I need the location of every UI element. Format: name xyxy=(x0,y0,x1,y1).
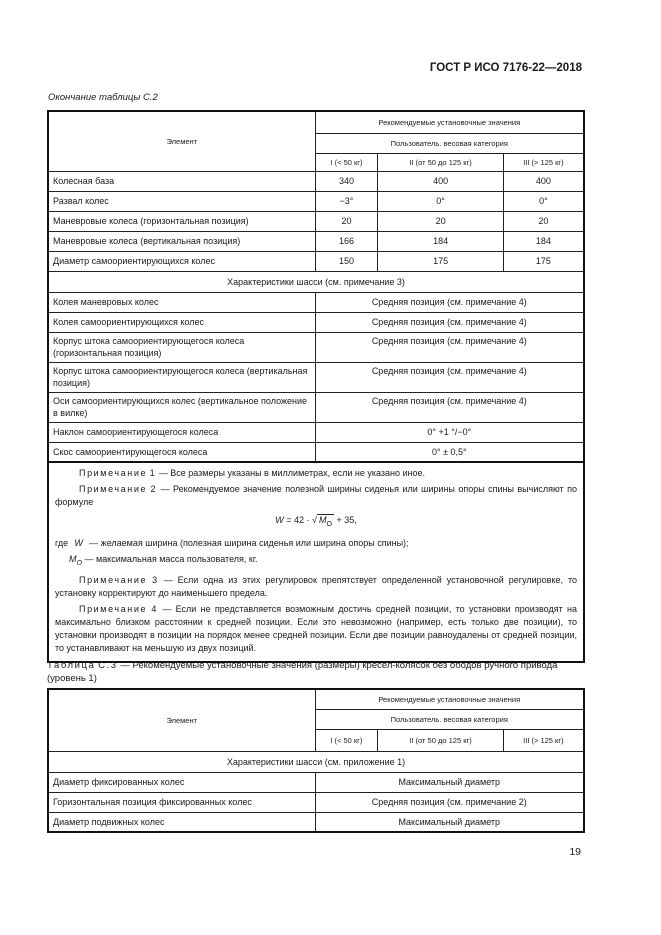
table-row xyxy=(48,191,584,211)
cell-value: 400 xyxy=(378,171,503,191)
row-label: Оси самоориентирующихся колес (вертикальное положение в вилке) xyxy=(48,392,315,422)
note-number: 3 xyxy=(152,574,159,585)
legend-symbol-sub: O xyxy=(76,559,82,567)
table-row xyxy=(48,251,584,271)
cell-value: Средняя позиция (см. примечание 4) xyxy=(315,362,584,392)
row-label: Диаметр подвижных колес xyxy=(48,812,315,832)
cell-value: Средняя позиция (см. примечание 4) xyxy=(315,312,584,332)
row-label: Корпус штока самоориентирующегося колеса (вертикальная позиция) xyxy=(48,362,315,392)
header-cat-1: I (< 50 кг) xyxy=(315,729,378,751)
header-cat-3: III (> 125 кг) xyxy=(503,729,584,751)
header-cat-2: II (от 50 до 125 кг) xyxy=(378,153,503,171)
table-row xyxy=(48,812,584,832)
formula xyxy=(55,514,577,531)
cell-value: 20 xyxy=(503,211,584,231)
legend-symbol xyxy=(69,553,82,570)
row-label: Развал колес xyxy=(48,191,315,211)
cell-value: 184 xyxy=(503,231,584,251)
caption-number: С.3 xyxy=(98,660,118,671)
cell-value: 175 xyxy=(503,251,584,271)
legend-w xyxy=(55,537,577,550)
table-row xyxy=(48,392,584,422)
legend-symbol-main: M xyxy=(69,553,77,564)
row-label: Колея маневровых колес xyxy=(48,292,315,312)
table-c3-caption xyxy=(47,659,585,685)
legend-symbol: W xyxy=(74,537,83,548)
cell-value: −3° xyxy=(315,191,378,211)
document-standard-number: ГОСТ Р ИСО 7176-22—2018 xyxy=(429,62,582,74)
header-recommended: Рекомендуемые установочные значения xyxy=(315,111,584,133)
table-row xyxy=(48,332,584,362)
header-cat-1: I (< 50 кг) xyxy=(315,153,378,171)
note-word: Примечание xyxy=(79,468,148,478)
table-continuation-label: Окончание таблицы С.2 xyxy=(48,92,158,103)
table-row xyxy=(48,792,584,812)
sqrt-icon: √ xyxy=(312,515,317,525)
formula-m-sub: O xyxy=(326,520,332,528)
cell-value: Максимальный диаметр xyxy=(315,812,584,832)
note-text: — Если не представляется возможным достичь средней позиции, то установки производят на максимально близком расстоянии к средней позиции. Если это невозможно (например, есть только две позиции), то установки производят в позиции на порядок менее средней позиции. Если две позиции равноудалены от средней позиции, то устанавливают на меньшую из двух позиций. xyxy=(55,603,577,653)
note-text: — Рекомендуемое значение полезной ширины сиденья или ширины опоры спины вычисляют по формуле xyxy=(55,484,577,507)
note-word: Примечание xyxy=(79,484,148,494)
note-number: 4 xyxy=(151,603,159,614)
table-row xyxy=(48,312,584,332)
table-row xyxy=(48,362,584,392)
cell-value: Средняя позиция (см. примечание 4) xyxy=(315,392,584,422)
row-label: Корпус штока самоориентирующегося колеса (горизонтальная позиция) xyxy=(48,332,315,362)
section-heading: Характеристики шасси (см. примечание 3) xyxy=(48,271,584,292)
cell-value: 0° ± 0,5° xyxy=(315,442,584,462)
note-3 xyxy=(55,574,577,600)
cell-value: 0° +1 °/−0° xyxy=(315,422,584,442)
row-label: Маневровые колеса (горизонтальная позиция) xyxy=(48,211,315,231)
header-cat-2: II (от 50 до 125 кг) xyxy=(378,729,503,751)
row-label: Колея самоориентирующихся колес xyxy=(48,312,315,332)
row-label: Диаметр самоориентирующихся колес xyxy=(48,251,315,271)
row-label: Маневровые колеса (вертикальная позиция) xyxy=(48,231,315,251)
cell-value: 150 xyxy=(315,251,378,271)
note-4 xyxy=(55,603,577,655)
note-number: 1 xyxy=(149,468,157,478)
note-word: Примечание xyxy=(79,603,148,614)
row-label: Скос самоориентирующегося колеса xyxy=(48,442,315,462)
note-2 xyxy=(55,483,577,509)
note-1 xyxy=(55,467,577,480)
header-element: Элемент xyxy=(48,689,315,751)
table-row xyxy=(48,211,584,231)
cell-value: 20 xyxy=(378,211,503,231)
legend-text: — максимальная масса пользователя, кг. xyxy=(84,553,258,564)
cell-value: Средняя позиция (см. примечание 2) xyxy=(315,792,584,812)
note-word: Примечание xyxy=(79,574,148,585)
cell-value: 166 xyxy=(315,231,378,251)
cell-value: 340 xyxy=(315,171,378,191)
cell-value: 175 xyxy=(378,251,503,271)
caption-text: — Рекомендуемые установочные значения (размеры) кресел-колясок без ободов ручного привода (уровень 1) xyxy=(47,660,558,684)
cell-value: 20 xyxy=(315,211,378,231)
table-row xyxy=(48,422,584,442)
note-number: 2 xyxy=(150,484,158,494)
row-label: Колесная база xyxy=(48,171,315,191)
cell-value: 0° xyxy=(378,191,503,211)
row-label: Горизонтальная позиция фиксированных колес xyxy=(48,792,315,812)
legend-where: где xyxy=(55,537,69,548)
cell-value: Средняя позиция (см. примечание 4) xyxy=(315,332,584,362)
header-element: Элемент xyxy=(48,111,315,171)
table-row xyxy=(48,442,584,462)
note-text: — Все размеры указаны в миллиметрах, если не указано иное. xyxy=(158,468,426,478)
header-user-category: Пользователь. весовая категория xyxy=(315,133,584,153)
cell-value: Максимальный диаметр xyxy=(315,772,584,792)
cell-value: Средняя позиция (см. примечание 4) xyxy=(315,292,584,312)
formula-w: W xyxy=(275,515,284,525)
table-c2-end xyxy=(47,110,585,663)
table-row xyxy=(48,772,584,792)
cell-value: 400 xyxy=(503,171,584,191)
formula-m: M xyxy=(319,515,327,525)
page-number: 19 xyxy=(569,846,581,858)
legend-text: — желаемая ширина (полезная ширина сиденья или ширина опоры спины); xyxy=(89,537,409,548)
formula-tail: + 35, xyxy=(336,515,357,525)
table-notes xyxy=(48,462,584,662)
header-cat-3: III (> 125 кг) xyxy=(503,153,584,171)
header-recommended: Рекомендуемые установочные значения xyxy=(315,689,584,709)
note-text: — Если одна из этих регулировок препятствует определенной установочной регулировке, то установку корректируют до наименьшего предела. xyxy=(55,574,577,598)
table-row xyxy=(48,231,584,251)
cell-value: 184 xyxy=(378,231,503,251)
table-c3 xyxy=(47,688,585,833)
row-label: Диаметр фиксированных колес xyxy=(48,772,315,792)
header-user-category: Пользователь. весовая категория xyxy=(315,709,584,729)
cell-value: 0° xyxy=(503,191,584,211)
row-label: Наклон самоориентирующегося колеса xyxy=(48,422,315,442)
table-row xyxy=(48,292,584,312)
section-heading: Характеристики шасси (см. приложение 1) xyxy=(48,751,584,772)
table-row xyxy=(48,171,584,191)
caption-label: Таблица xyxy=(47,660,96,671)
legend-m xyxy=(55,553,577,570)
formula-eq: = 42 · xyxy=(286,515,310,525)
